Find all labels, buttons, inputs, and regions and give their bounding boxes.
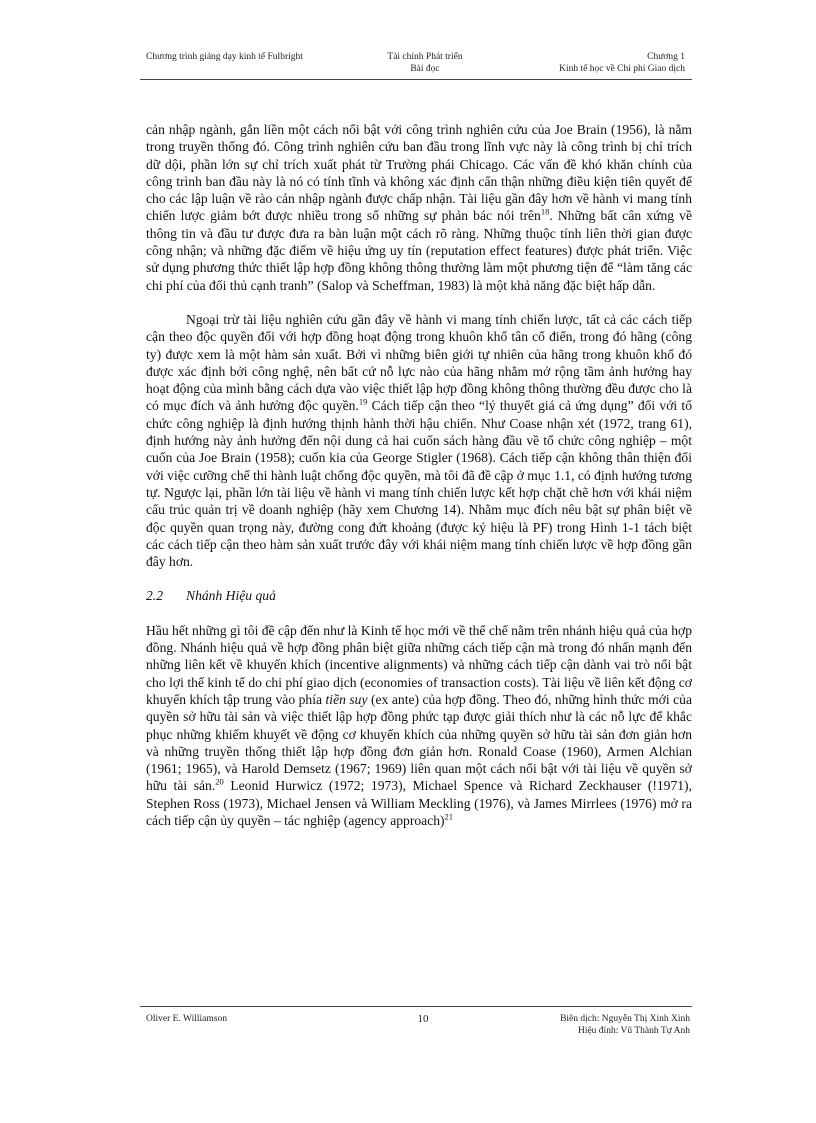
section-number: 2.2 [146, 588, 163, 604]
footnote-ref-19[interactable]: 19 [358, 396, 368, 407]
paragraph-2 [146, 311, 692, 570]
footnote-ref-21[interactable]: 21 [444, 811, 454, 822]
header-course-type: Bài đọc [410, 64, 440, 74]
header-divider [140, 79, 692, 80]
header-chapter [559, 51, 685, 75]
paragraph-1-text-b: . Những bất cân xứng về thông tin và đầu tư được đưa ra bàn luận một cách rõ ràng. Những thuộc tính liên thời gian được công nhận; và những đặc điểm về hiệu ứng uy tín (reputation effect features) được phát triển. Việc sử dụng phương thức thiết lập hợp đồng không thông thường làm một phương tiện để “làm tăng các chi phí của đối thủ cạnh tranh” (Salop và Scheffman, 1983) là một khả năng đặc biệt hấp dẫn. [146, 208, 692, 293]
paragraph-1 [146, 121, 692, 294]
document-body [146, 121, 692, 829]
header-chapter-number: Chương 1 [647, 52, 685, 62]
paragraph-3 [146, 622, 692, 830]
section-title: Nhánh Hiệu quả [186, 588, 276, 604]
section-heading [146, 587, 692, 604]
footer-author: Oliver E. Williamson [146, 1014, 227, 1024]
footer-divider [140, 1006, 692, 1007]
paragraph-3-text-c: Leonid Hurwicz (1972; 1973), Michael Spence và Richard Zeckhauser (!1971), Stephen Ross (1973), Michael Jensen và William Meckling (1976), và James Mirrlees (1976) mở ra cách tiếp cận ủy quyền – tác nghiệp (agency approach) [146, 778, 692, 828]
header-program: Chương trình giảng dạy kinh tế Fulbright [146, 52, 303, 62]
paragraph-2-text-a: Ngoại trừ tài liệu nghiên cứu gần đây về hành vi mang tính chiến lược, tất cả các cách tiếp cận theo độc quyền đối với hợp đồng hoạt động trong khuôn khổ tân cổ điển, trong đó hãng (công ty) được xem là một hàm sản xuất. Bởi vì những biên giới tự nhiên của hãng trong khuôn khổ đó được xác định bởi công nghệ, nên bất cứ nỗ lực nào của hãng nhằm mở rộng tầm ảnh hưởng hay hoạt động của mình bằng cách dựa vào việc thiết lập hợp đồng không thông thường đều được cho là có mục đích và ảnh hưởng độc quyền. [146, 311, 692, 414]
footnote-ref-18[interactable]: 18 [540, 206, 550, 217]
paragraph-3-text-a: Hầu hết những gì tôi đề cập đến như là Kinh tế học mới về thể chế nằm trên nhánh hiệu quả của hợp đồng. Nhánh hiệu quả về hợp đồng phân biệt giữa những cách tiếp cận mà trong đó nhấn mạnh đến những liên kết về khuyến khích (incentive alignments) và những cách tiếp cận dành vai trò nổi bật cho lợi thế kinh tế do chi phí giao dịch (economies of transaction costs). Tài liệu về liên kết động cơ khuyến khích tập trung vào phía [146, 622, 692, 707]
paragraph-3-italic-term: tiền suy [325, 691, 368, 707]
page-number: 10 [417, 1013, 429, 1025]
footer-translator: Biên dịch: Nguyễn Thị Xinh Xinh [560, 1014, 690, 1024]
footer-credits [560, 1013, 690, 1037]
paragraph-3-text-b: (ex ante) của hợp đồng. Theo đó, những hình thức mới của quyền sở hữu tài sản và việc thiết lập hợp đồng phức tạp được giải thích như là các nỗ lực để khắc phục những khiếm khuyết về động cơ khuyến khích của những quyền sở hữu tài sản đơn giản hơn và những truyền thống thiết lập hợp đồng đơn giản hơn. Ronald Coase (1960), Armen Alchian (1961; 1965), và Harold Demsetz (1967; 1969) liên quan một cách nổi bật với tài liệu về quyền sở hữu tài sản. [146, 691, 692, 794]
paragraph-1-text-a: cản nhập ngành, gắn liền một cách nổi bật với công trình nghiên cứu của Joe Brain (1956), là nằm trong truyền thống đó. Công trình nghiên cứu ban đầu trong lĩnh vực này là công trình bị chỉ trích dữ dội, phần lớn sự chỉ trích xuất phát từ Trường phái Chicago. Các vấn đề khó khăn chính của công trình ban đầu này là nó có tính tĩnh và không xác định cẩn thận những điều kiện tiên quyết để cho các lập luận về rào cản nhập ngành được chấp nhận. Tài liệu gần đây hơn về hành vi mang tính chiến lược giảm bớt được nhiều trong số những sự phản bác nói trên [146, 122, 692, 224]
footer-editor: Hiệu đính: Vũ Thành Tự Anh [577, 1026, 690, 1036]
header-course-title: Tài chính Phát triển [387, 52, 463, 62]
footnote-ref-20[interactable]: 20 [215, 776, 224, 787]
header-course [370, 51, 480, 75]
paragraph-2-text-b: Cách tiếp cận theo “lý thuyết giá cả ứng dụng” đối với tổ chức công nghiệp là định hướng thịnh hành thời hậu chiến. Như Coase nhận xét (1972, trang 61), định hướng này ảnh hưởng đến nội dung cả hai cuốn sách hàng đầu về tổ chức công nghiệp – một cuốn của Joe Brain (1958); cuốn kia của George Stigler (1968). Cách tiếp cận không thân thiện đối với việc cưỡng chế thi hành luật chống độc quyền, mà tôi đã đề cập ở mục 1.1, có định hướng tương tự. Ngược lại, phần lớn tài liệu về hành vi mang tính chiến lược kết hợp chặt chẽ hơn với khái niệm cấu trúc quản trị về doanh nghiệp (hãy xem Chương 14). Nhằm mục đích nêu bật sự phân biệt về độc quyền quan trọng này, đường cong đứt khoảng (được ký hiệu là PF) trong Hình 1-1 tách biệt các cách tiếp cận theo hàm sản xuất trước đây với khái niệm mang tính chiến lược về hợp đồng gần đây hơn. [146, 398, 692, 570]
header-chapter-title: Kinh tế học về Chi phí Giao dịch [559, 64, 685, 74]
